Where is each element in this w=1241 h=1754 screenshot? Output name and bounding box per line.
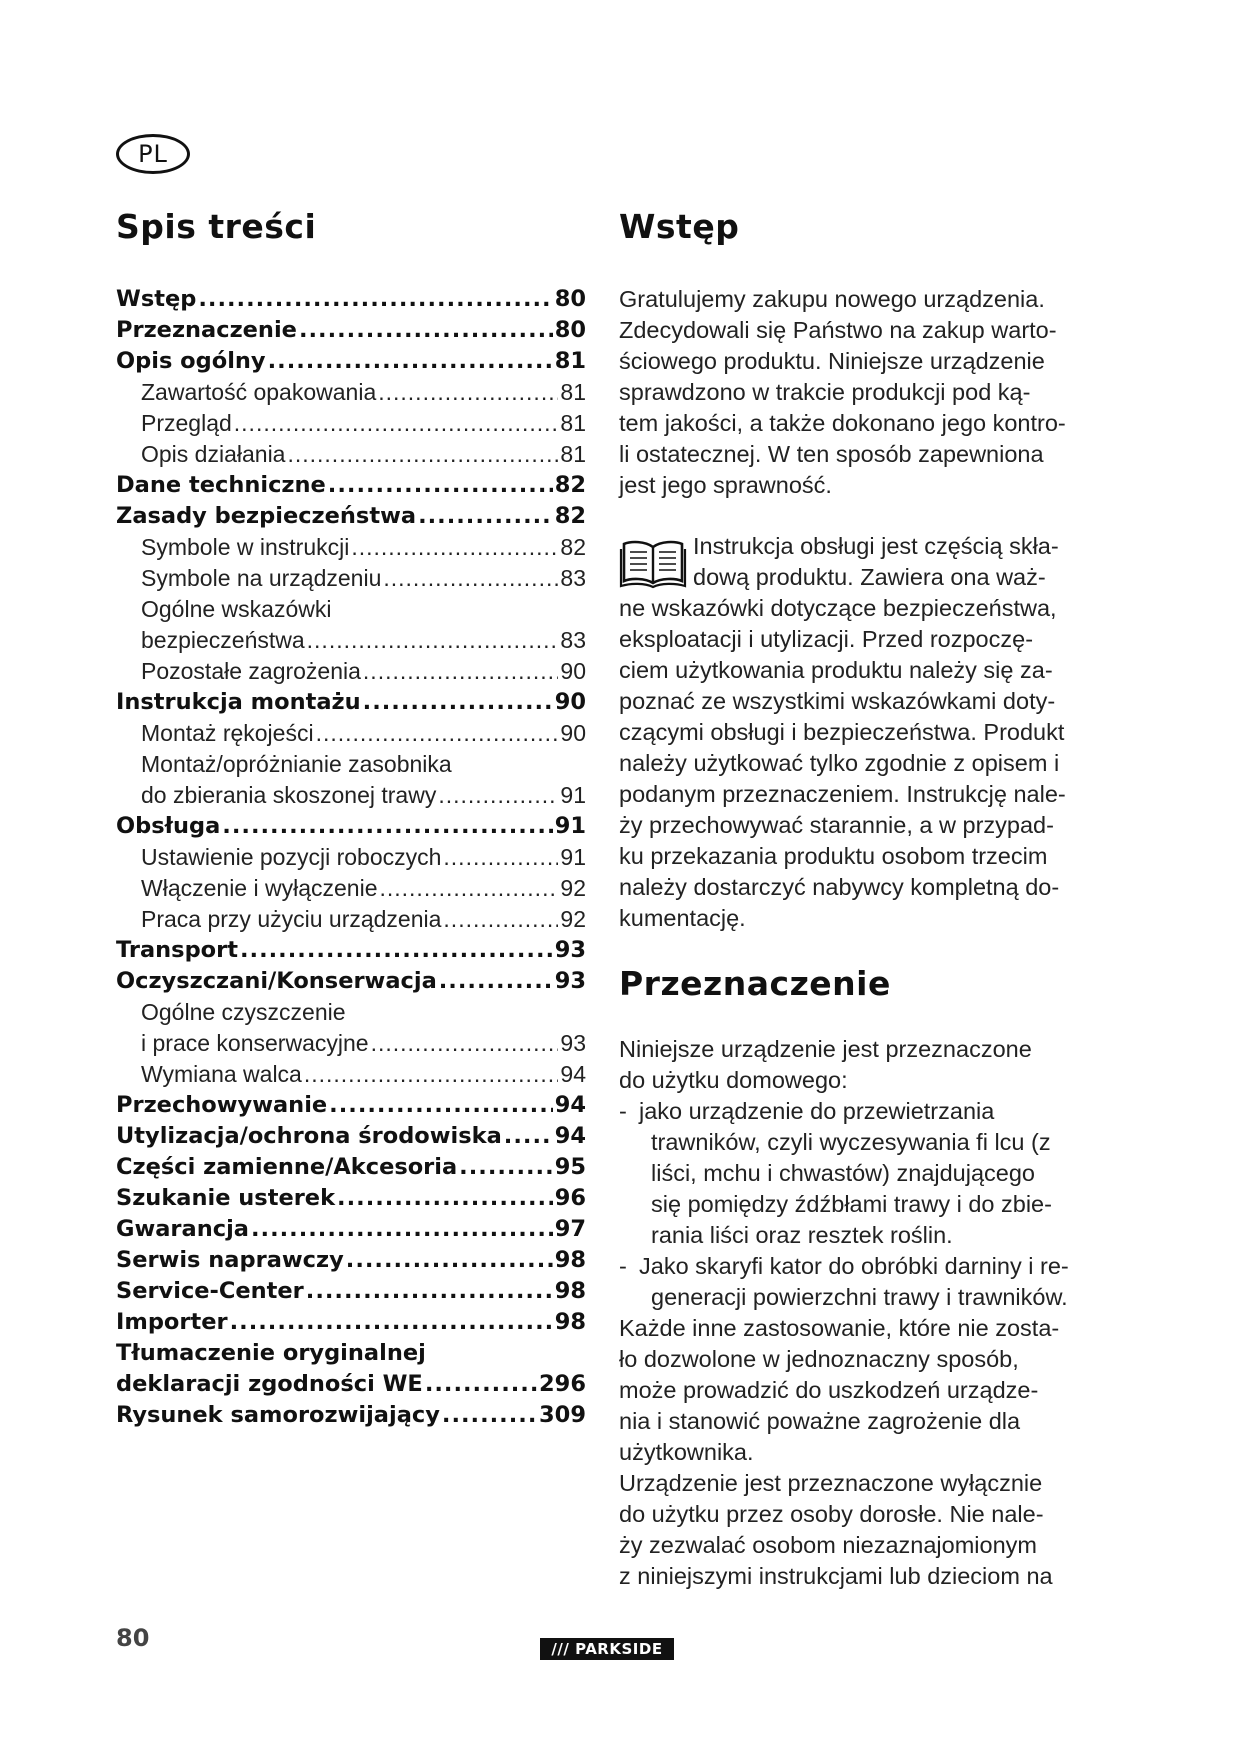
toc-subentry[interactable]: Ustawienie pozycji roboczych ..... 91 bbox=[116, 842, 586, 873]
toc-subentry[interactable]: Pozostałe zagrożenia ..... 90 bbox=[116, 656, 586, 687]
intro-paragraph: Gratulujemy zakupu nowego urządzenia. Zdecydowali się Państwo na zakup warto- ściowego produktu. Niniejsze urządzenie sprawdzono w trakcie produkcji pod ką- tem jakości, a także dokonano jego kontro- li ostatecznej. W ten sposób zapewniona jest jego sprawność. bbox=[619, 286, 1066, 498]
purpose-title: Przeznaczenie bbox=[619, 964, 891, 1003]
toc-entry[interactable]: Obsługa ..... 91 bbox=[116, 811, 586, 842]
toc-entry[interactable]: Dane techniczne ..... 82 bbox=[116, 470, 586, 501]
toc-entry[interactable]: Serwis naprawczy ..... 98 bbox=[116, 1245, 586, 1276]
toc-entry[interactable]: Szukanie usterek ..... 96 bbox=[116, 1183, 586, 1214]
intro-title: Wstęp bbox=[619, 207, 740, 246]
main-content bbox=[619, 205, 1099, 1592]
toc-entry[interactable]: Wstęp ..... 80 bbox=[116, 284, 586, 315]
toc-entry[interactable]: Opis ogólny ..... 81 bbox=[116, 346, 586, 377]
purpose-tail: Każde inne zastosowanie, które nie zosta- ło dozwolone w jednoznaczny sposób, może prowadzić do uszkodzeń urządze- nia i stanowić poważne zagrożenie dla użytkownika. Urządzenie jest przeznaczone wyłącznie do użytku przez osoby dorosłe. Nie nale- ży zezwalać osobom niezaznajomionym z niniejszymi instrukcjami lub dzieciom na bbox=[619, 1315, 1060, 1589]
toc-subentry[interactable]: Opis działania ..... 81 bbox=[116, 439, 586, 470]
list-item: - Jako skaryfi kator do obróbki darniny i re- generacji powierzchni trawy i trawników. bbox=[619, 1253, 1069, 1310]
toc-entry[interactable]: Service-Center ..... 98 bbox=[116, 1276, 586, 1307]
toc-subentry-cont[interactable]: i prace konserwacyjne ..... 93 bbox=[116, 1028, 586, 1059]
toc-subentry-cont[interactable]: do zbierania skoszonej trawy ..... 91 bbox=[116, 780, 586, 811]
toc-subentry[interactable]: Symbole na urządzeniu ..... 83 bbox=[116, 563, 586, 594]
toc-list bbox=[116, 284, 586, 1431]
toc-subentry[interactable]: Ogólne wskazówki bbox=[141, 596, 332, 622]
toc-title: Spis treści bbox=[116, 207, 317, 246]
toc-entry[interactable]: Zasady bezpieczeństwa ..... 82 bbox=[116, 501, 586, 532]
toc-subentry-cont[interactable]: bezpieczeństwa ..... 83 bbox=[116, 625, 586, 656]
toc-subentry[interactable]: Przegląd ..... 81 bbox=[116, 408, 586, 439]
toc-entry[interactable]: Gwarancja ..... 97 bbox=[116, 1214, 586, 1245]
table-of-contents bbox=[116, 205, 586, 1431]
toc-entry[interactable]: Instrukcja montażu ..... 90 bbox=[116, 687, 586, 718]
toc-entry[interactable]: Części zamienne/Akcesoria ..... 95 bbox=[116, 1152, 586, 1183]
toc-entry[interactable]: Transport ..... 93 bbox=[116, 935, 586, 966]
toc-subentry[interactable]: Montaż rękojeści ..... 90 bbox=[116, 718, 586, 749]
toc-subentry[interactable]: Symbole w instrukcji ..... 82 bbox=[116, 532, 586, 563]
toc-entry[interactable]: Oczyszczani/Konserwacja ..... 93 bbox=[116, 966, 586, 997]
toc-subentry[interactable]: Ogólne czyszczenie bbox=[141, 999, 346, 1025]
toc-entry[interactable]: Rysunek samorozwijający ..... 309 bbox=[116, 1400, 586, 1431]
purpose-list bbox=[619, 1096, 1099, 1313]
toc-entry[interactable]: Przeznaczenie ..... 80 bbox=[116, 315, 586, 346]
book-icon bbox=[619, 537, 687, 589]
toc-subentry[interactable]: Zawartość opakowania ..... 81 bbox=[116, 377, 586, 408]
purpose-lead: Niniejsze urządzenie jest przeznaczone do użytku domowego: bbox=[619, 1036, 1032, 1093]
toc-subentry[interactable]: Wymiana walca ..... 94 bbox=[116, 1059, 586, 1090]
toc-entry[interactable]: Importer ..... 98 bbox=[116, 1307, 586, 1338]
toc-entry[interactable]: Przechowywanie ..... 94 bbox=[116, 1090, 586, 1121]
toc-entry[interactable]: Tłumaczenie oryginalnej bbox=[116, 1340, 426, 1366]
toc-subentry[interactable]: Montaż/opróżnianie zasobnika bbox=[141, 751, 452, 777]
language-badge: PL bbox=[116, 134, 190, 174]
toc-entry-cont[interactable]: deklaracji zgodności WE ..... 296 bbox=[116, 1369, 586, 1400]
list-item: - jako urządzenie do przewietrzania trawników, czyli wyczesywania fi lcu (z liści, mchu i chwastów) znajdującego się pomiędzy źdźbłami trawy i do zbie- rania liści oraz resztek roślin. bbox=[619, 1098, 1052, 1248]
toc-subentry[interactable]: Włączenie i wyłączenie ..... 92 bbox=[116, 873, 586, 904]
toc-entry[interactable]: Utylizacja/ochrona środowiska ..... 94 bbox=[116, 1121, 586, 1152]
parkside-logo: /// PARKSIDE bbox=[540, 1638, 674, 1660]
page-number: 80 bbox=[116, 1624, 150, 1652]
toc-subentry[interactable]: Praca przy użyciu urządzenia ..... 92 bbox=[116, 904, 586, 935]
manual-notice: Instrukcja obsługi jest częścią skła- dową produktu. Zawiera ona waż- ne wskazówki dotyczące bezpieczeństwa, eksploatacji i utylizacji. Przed rozpoczę- ciem użytkowania produktu należy się za- poznać ze wszystkimi wskazówkami doty- czącymi obsługi i bezpieczeństwa. Produkt należy użytkować tylko zgodnie z opisem i podanym przeznaczeniem. Instrukcję nale- ży przechowywać starannie, a w przypad- ku przekazania produktu osobom trzecim należy dostarczyć nabywcy kompletną do- kumentację. bbox=[619, 533, 1066, 931]
